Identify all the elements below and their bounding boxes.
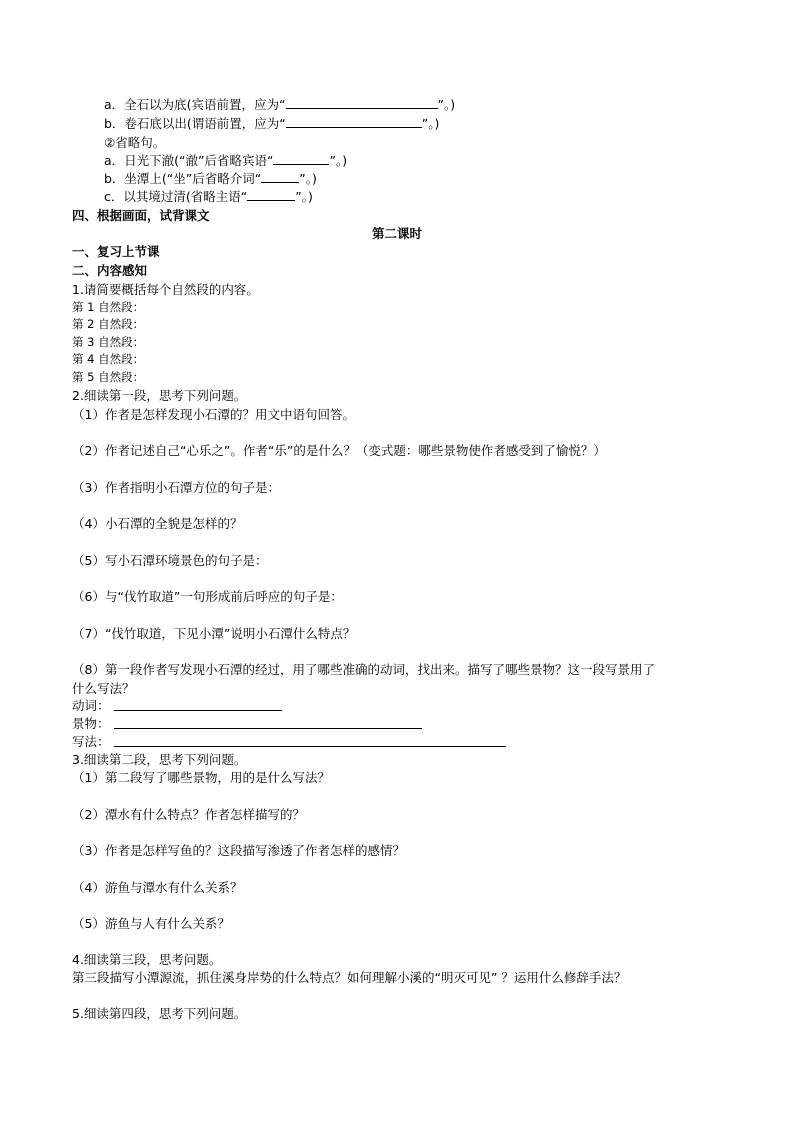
- review-b2: [104, 170, 317, 187]
- answer-blank[interactable]: [273, 152, 329, 165]
- scene-answer-line[interactable]: [114, 728, 422, 729]
- question-2: 2.细读第一段，思考下列问题。: [72, 388, 247, 403]
- answer-blank[interactable]: [286, 96, 438, 109]
- fill-scene-label: 景物：: [72, 716, 110, 731]
- review-a1-end: ”。): [437, 97, 456, 112]
- review-c2: [104, 188, 313, 205]
- review-b1: [104, 115, 439, 132]
- review-b1-end: ”。): [421, 116, 440, 131]
- question-3-3: （3）作者是怎样写鱼的？这段描写渗透了作者怎样的感情？: [72, 843, 405, 858]
- section-2-heading: 二、内容感知: [72, 263, 148, 278]
- review-a2-text: a．日光下澈(“澈”后省略宾语“: [104, 153, 274, 168]
- question-2-8-cont: 什么写法？: [72, 681, 135, 696]
- answer-blank[interactable]: [286, 115, 422, 128]
- paragraph-2-label: 第 2 自然段：: [72, 317, 145, 331]
- review-b2-end: ”。): [299, 171, 317, 186]
- paragraph-5-label: 第 5 自然段：: [72, 370, 145, 384]
- question-3-1: （1）第二段写了哪些景物，用的是什么写法？: [72, 770, 330, 785]
- question-2-2: （2）作者记述自己“心乐之”。作者“乐”的是什么？（变式题：哪些景物使作者感受到了愉悦？）: [72, 443, 606, 458]
- review-a1: [104, 96, 455, 113]
- question-4-text: 第三段描写小潭源流，抓住溪身岸势的什么特点？如何理解小溪的“明灭可见” ？运用什么修辞手法？: [72, 970, 627, 985]
- question-3-2: （2）潭水有什么特点？作者怎样描写的？: [72, 807, 305, 822]
- paragraph-4-label: 第 4 自然段：: [72, 352, 145, 366]
- answer-blank[interactable]: [261, 170, 299, 183]
- question-3: 3.细读第二段，思考下列问题。: [72, 752, 247, 767]
- fill-method-label: 写法：: [72, 734, 110, 749]
- fill-verb-label: 动词：: [72, 698, 110, 713]
- question-3-5: （5）游鱼与人有什么关系？: [72, 916, 230, 931]
- review-b1-text: b．卷石底以出(谓语前置，应为“: [104, 116, 286, 131]
- question-3-4: （4）游鱼与潭水有什么关系？: [72, 880, 243, 895]
- section-4-heading: 四、根据画面，试背课文: [72, 208, 210, 223]
- paragraph-1-label: 第 1 自然段：: [72, 300, 145, 314]
- omit-title: ②省略句。: [104, 135, 166, 150]
- question-2-8: （8）第一段作者写发现小石潭的经过，用了哪些准确的动词，找出来。描写了哪些景物？这一段写景用了: [72, 662, 655, 677]
- question-2-3: （3）作者指明小石潭方位的句子是：: [72, 480, 280, 495]
- review-b2-text: b．坐潭上(“坐”后省略介词“: [104, 171, 262, 186]
- review-c2-text: c．以其境过清(省略主语“: [104, 189, 248, 204]
- review-a1-text: a．全石以为底(宾语前置，应为“: [104, 97, 286, 112]
- question-2-7: （7）“伐竹取道，下见小潭”说明小石潭什么特点？: [72, 626, 356, 641]
- section-1-heading: 一、复习上节课: [72, 244, 160, 259]
- question-4: 4.细读第三段，思考问题。: [72, 952, 222, 967]
- paragraph-3-label: 第 3 自然段：: [72, 335, 145, 349]
- review-a2: [104, 152, 347, 169]
- review-c2-end: ”。): [295, 189, 313, 204]
- lesson-title: 第二课时: [371, 226, 422, 241]
- question-2-5: （5）写小石潭环境景色的句子是：: [72, 553, 268, 568]
- method-answer-line[interactable]: [114, 746, 506, 747]
- question-2-4: （4）小石潭的全貌是怎样的？: [72, 516, 243, 531]
- answer-blank[interactable]: [247, 188, 295, 201]
- question-5: 5.细读第四段，思考下列问题。: [72, 1006, 247, 1021]
- verb-answer-line[interactable]: [114, 710, 282, 711]
- question-1: 1.请简要概括每个自然段的内容。: [72, 282, 259, 297]
- question-2-1: （1）作者是怎样发现小石潭的？用文中语句回答。: [72, 407, 355, 422]
- review-a2-end: ”。): [329, 153, 348, 168]
- question-2-6: （6）与“伐竹取道”一句形成前后呼应的句子是：: [72, 589, 343, 604]
